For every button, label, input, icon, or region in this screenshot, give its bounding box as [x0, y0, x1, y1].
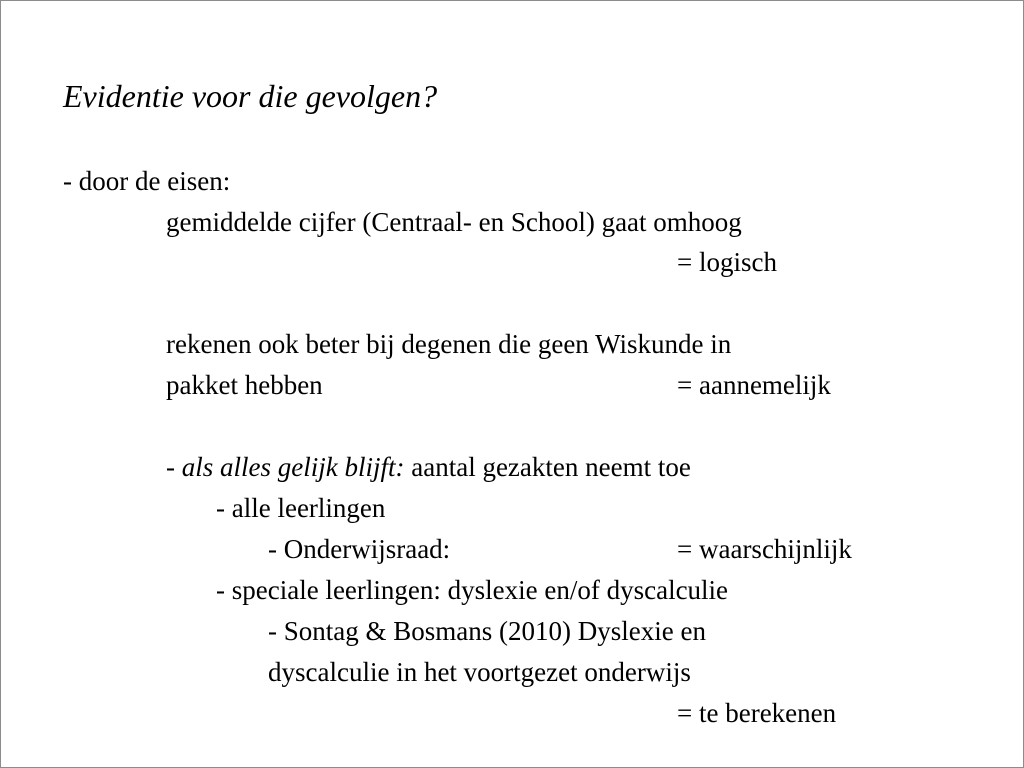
- text-rekenen-ook-beter: rekenen ook beter bij degenen die geen Wiskunde in: [166, 329, 732, 359]
- bullet-prefix: -: [166, 452, 182, 482]
- text-aantal-gezakten: aantal gezakten neemt toe: [404, 452, 691, 482]
- bullet-onderwijsraad: - Onderwijsraad:: [268, 534, 451, 564]
- slide-title: Evidentie voor die gevolgen?: [63, 78, 438, 114]
- verdict-waarschijnlijk: = waarschijnlijk: [677, 534, 852, 564]
- text-dyscalculie-voortgezet: dyscalculie in het voortgezet onderwijs: [268, 657, 691, 687]
- text-pakket-hebben: pakket hebben: [166, 370, 323, 400]
- verdict-logisch: = logisch: [677, 247, 777, 277]
- verdict-aannemelijk: = aannemelijk: [677, 370, 831, 400]
- bullet-door-de-eisen: - door de eisen:: [63, 166, 231, 196]
- bullet-sontag-bosmans: - Sontag & Bosmans (2010) Dyslexie en: [268, 616, 706, 646]
- bullet-alle-leerlingen: - alle leerlingen: [216, 493, 386, 523]
- bullet-als-alles-gelijk: [166, 451, 691, 483]
- verdict-te-berekenen: = te berekenen: [677, 698, 837, 728]
- text-gemiddelde-cijfer: gemiddelde cijfer (Centraal- en School) gaat omhoog: [166, 207, 742, 237]
- bullet-speciale-leerlingen: - speciale leerlingen: dyslexie en/of dyscalculie: [216, 575, 729, 605]
- italic-condition: als alles gelijk blijft:: [181, 452, 405, 482]
